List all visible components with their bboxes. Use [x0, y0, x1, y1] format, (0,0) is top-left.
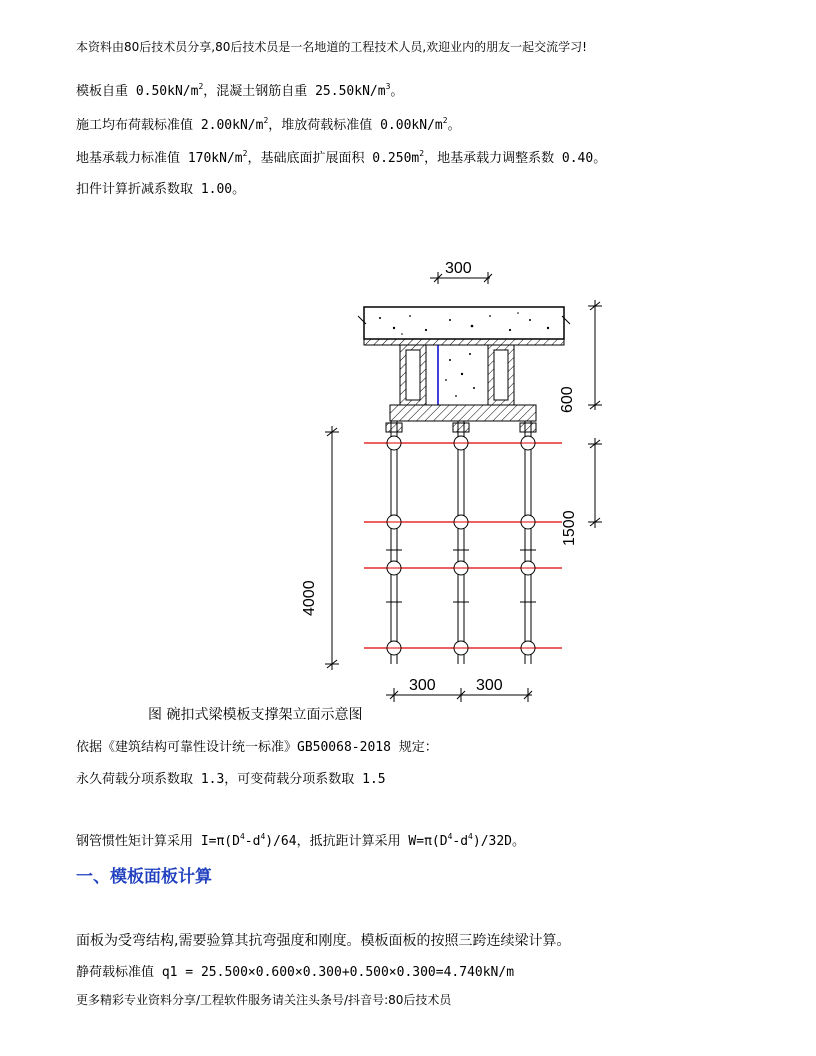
header-banner: 本资料由80后技术员分享,80后技术员是一名地道的工程技术人员,欢迎业内的朋友一起交流学习! — [76, 40, 587, 54]
jack-head — [453, 423, 469, 432]
param-2a: 施工均布荷载标准值 2.00kN/m — [76, 118, 264, 133]
dim-bottom-2-label: 300 — [476, 677, 503, 694]
param-3b: ，基础底面扩展面积 0.250m — [247, 151, 420, 166]
formula-e: )/32D。 — [472, 834, 526, 849]
param-line-2 — [76, 114, 461, 133]
formula-text — [76, 830, 525, 849]
param-1c: 。 — [390, 84, 404, 99]
param-line-1 — [76, 80, 403, 99]
q1-text: 静荷载标准值 q1 = 25.500×0.600×0.300+0.500×0.300=4.740kN/m — [76, 965, 515, 980]
formula-b: -d — [244, 834, 261, 849]
sup: 3 — [385, 82, 391, 91]
factors-text: 永久荷载分项系数取 1.3，可变荷载分项系数取 1.5 — [76, 772, 386, 787]
beam-formwork — [364, 339, 564, 421]
param-line-4: 扣件计算折减系数取 1.00。 — [76, 182, 246, 197]
dim-bottom-1-label: 300 — [409, 677, 436, 694]
basis-text: 依据《建筑结构可靠性设计统一标准》GB50068-2018 规定： — [76, 740, 438, 755]
dim-bottom — [386, 677, 532, 702]
sup: 4 — [447, 832, 453, 841]
concrete-slab — [358, 307, 570, 339]
dim-right-lower-label: 1500 — [561, 510, 578, 546]
section-title: 一、模板面板计算 — [76, 867, 212, 887]
dim-right-upper — [559, 300, 602, 413]
formula-d: -d — [452, 834, 469, 849]
param-2b: ，堆放荷载标准值 0.00kN/m — [268, 118, 443, 133]
sup: 2 — [419, 149, 425, 158]
footer-text: 更多精彩专业资料分享/工程软件服务请关注头条号/抖音号:80后技术员 — [76, 993, 452, 1007]
sup: 4 — [260, 832, 266, 841]
support-frame-diagram — [290, 250, 610, 710]
dim-top-label: 300 — [445, 260, 472, 277]
jack-head — [386, 423, 402, 432]
figure-caption: 图 碗扣式梁模板支撑架立面示意图 — [148, 707, 363, 723]
dim-top — [430, 260, 492, 284]
param-line-3 — [76, 147, 606, 166]
param-2c: 。 — [447, 118, 461, 133]
formula-a: 钢管惯性矩计算采用 I=π(D — [76, 834, 240, 849]
param-1b: ，混凝土钢筋自重 25.50kN/m — [203, 84, 386, 99]
dim-right-lower — [561, 438, 602, 546]
param-3a: 地基承载力标准值 170kN/m — [76, 151, 243, 166]
formula-c: )/64，抵抗距计算采用 W=π(D — [265, 834, 448, 849]
param-3c: ，地基承载力调整系数 0.40。 — [424, 151, 607, 166]
param-1a: 模板自重 0.50kN/m — [76, 84, 199, 99]
para-1: 面板为受弯结构,需要验算其抗弯强度和刚度。模板面板的按照三跨连续梁计算。 — [76, 933, 571, 949]
sup: 2 — [198, 82, 204, 91]
sup: 2 — [242, 149, 248, 158]
sup: 2 — [442, 116, 448, 125]
dim-left — [301, 426, 339, 670]
sup: 2 — [263, 116, 269, 125]
jack-head — [520, 423, 536, 432]
dim-right-upper-label: 600 — [559, 386, 576, 413]
sup: 4 — [239, 832, 245, 841]
pole-frame — [364, 421, 562, 664]
dim-left-label: 4000 — [301, 580, 318, 616]
sup: 4 — [468, 832, 473, 841]
